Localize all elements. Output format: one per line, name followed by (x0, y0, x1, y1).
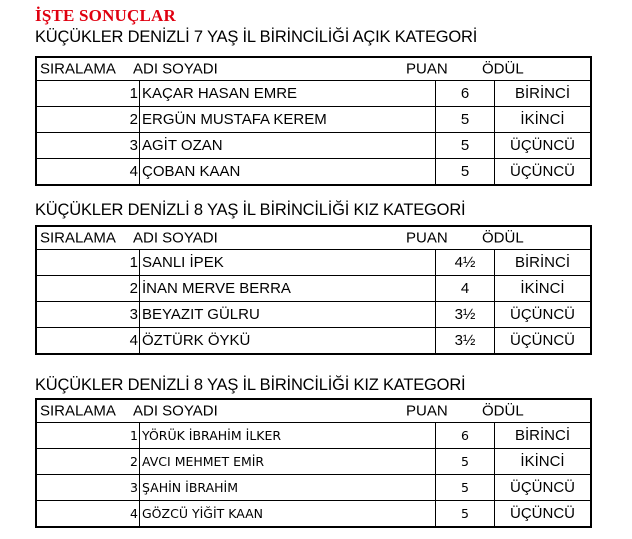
prize-cell: ÜÇÜNCÜ (494, 302, 590, 327)
header-rank: SIRALAMA (40, 60, 116, 78)
table-row (37, 500, 590, 526)
results-table-8yas-kiz-2 (35, 398, 592, 528)
name-cell: KAÇAR HASAN EMRE (139, 81, 435, 106)
table-header-row (37, 58, 590, 80)
points-cell: 4 (435, 276, 494, 301)
rank-cell: 3 (130, 480, 138, 495)
name-cell: AVCI MEHMET EMİR (139, 449, 435, 474)
table-row (37, 80, 590, 106)
name-cell: ÇOBAN KAAN (139, 159, 435, 184)
header-name: ADI SOYADI (133, 229, 218, 247)
header-prize: ÖDÜL (482, 229, 524, 247)
points-cell: 6 (435, 423, 494, 448)
header-points: PUAN (406, 60, 448, 78)
name-cell: SANLI İPEK (139, 250, 435, 275)
results-heading: İŞTE SONUÇLAR (35, 6, 176, 25)
rank-cell: 1 (129, 85, 138, 102)
name-cell: ŞAHİN İBRAHİM (139, 475, 435, 500)
rank-cell: 4 (129, 332, 138, 349)
table-row (37, 158, 590, 184)
header-points: PUAN (406, 229, 448, 247)
table-row (37, 422, 590, 448)
prize-cell: ÜÇÜNCÜ (494, 501, 590, 526)
header-prize: ÖDÜL (482, 402, 524, 420)
header-rank: SIRALAMA (40, 229, 116, 247)
name-cell: ERGÜN MUSTAFA KEREM (139, 107, 435, 132)
prize-cell: İKİNCİ (494, 107, 590, 132)
prize-cell: BİRİNCİ (494, 250, 590, 275)
prize-cell: BİRİNCİ (494, 81, 590, 106)
name-cell: AGİT OZAN (139, 133, 435, 158)
results-table-7yas-acik (35, 56, 592, 186)
points-cell: 3½ (435, 302, 494, 327)
header-points: PUAN (406, 402, 448, 420)
points-cell: 5 (435, 475, 494, 500)
rank-cell: 3 (129, 306, 138, 323)
name-cell: BEYAZIT GÜLRU (139, 302, 435, 327)
prize-cell: ÜÇÜNCÜ (494, 328, 590, 353)
header-prize: ÖDÜL (482, 60, 524, 78)
table-header-row (37, 400, 590, 422)
rank-cell: 2 (129, 280, 138, 297)
prize-cell: ÜÇÜNCÜ (494, 475, 590, 500)
rank-cell: 4 (130, 506, 138, 521)
header-rank: SIRALAMA (40, 402, 116, 420)
rank-cell: 1 (130, 428, 138, 443)
points-cell: 4½ (435, 250, 494, 275)
prize-cell: BİRİNCİ (494, 423, 590, 448)
prize-cell: ÜÇÜNCÜ (494, 133, 590, 158)
prize-cell: İKİNCİ (494, 276, 590, 301)
points-cell: 3½ (435, 328, 494, 353)
table-row (37, 301, 590, 327)
results-table-8yas-kiz (35, 225, 592, 355)
points-cell: 5 (435, 449, 494, 474)
section-title-7yas-acik: KÜÇÜKLER DENİZLİ 7 YAŞ İL BİRİNCİLİĞİ AÇIK KATEGORİ (35, 28, 478, 46)
table-header-row (37, 227, 590, 249)
prize-cell: İKİNCİ (494, 449, 590, 474)
table-row (37, 132, 590, 158)
section-title-8yas-kiz: KÜÇÜKLER DENİZLİ 8 YAŞ İL BİRİNCİLİĞİ KIZ KATEGORİ (35, 201, 466, 219)
table-row (37, 249, 590, 275)
prize-cell: ÜÇÜNCÜ (494, 159, 590, 184)
rank-cell: 1 (129, 254, 138, 271)
points-cell: 6 (435, 81, 494, 106)
table-row (37, 448, 590, 474)
rank-cell: 2 (129, 111, 138, 128)
points-cell: 5 (435, 501, 494, 526)
name-cell: YÖRÜK İBRAHİM İLKER (139, 423, 435, 448)
header-name: ADI SOYADI (133, 402, 218, 420)
name-cell: İNAN MERVE BERRA (139, 276, 435, 301)
rank-cell: 3 (129, 137, 138, 154)
rank-cell: 2 (130, 454, 138, 469)
name-cell: ÖZTÜRK ÖYKÜ (139, 328, 435, 353)
table-row (37, 474, 590, 500)
points-cell: 5 (435, 133, 494, 158)
points-cell: 5 (435, 159, 494, 184)
table-row (37, 275, 590, 301)
rank-cell: 4 (129, 163, 138, 180)
name-cell: GÖZCÜ YİĞİT KAAN (139, 501, 435, 526)
table-row (37, 327, 590, 353)
header-name: ADI SOYADI (133, 60, 218, 78)
points-cell: 5 (435, 107, 494, 132)
section-title-8yas-kiz-2: KÜÇÜKLER DENİZLİ 8 YAŞ İL BİRİNCİLİĞİ KIZ KATEGORİ (35, 376, 466, 394)
table-row (37, 106, 590, 132)
